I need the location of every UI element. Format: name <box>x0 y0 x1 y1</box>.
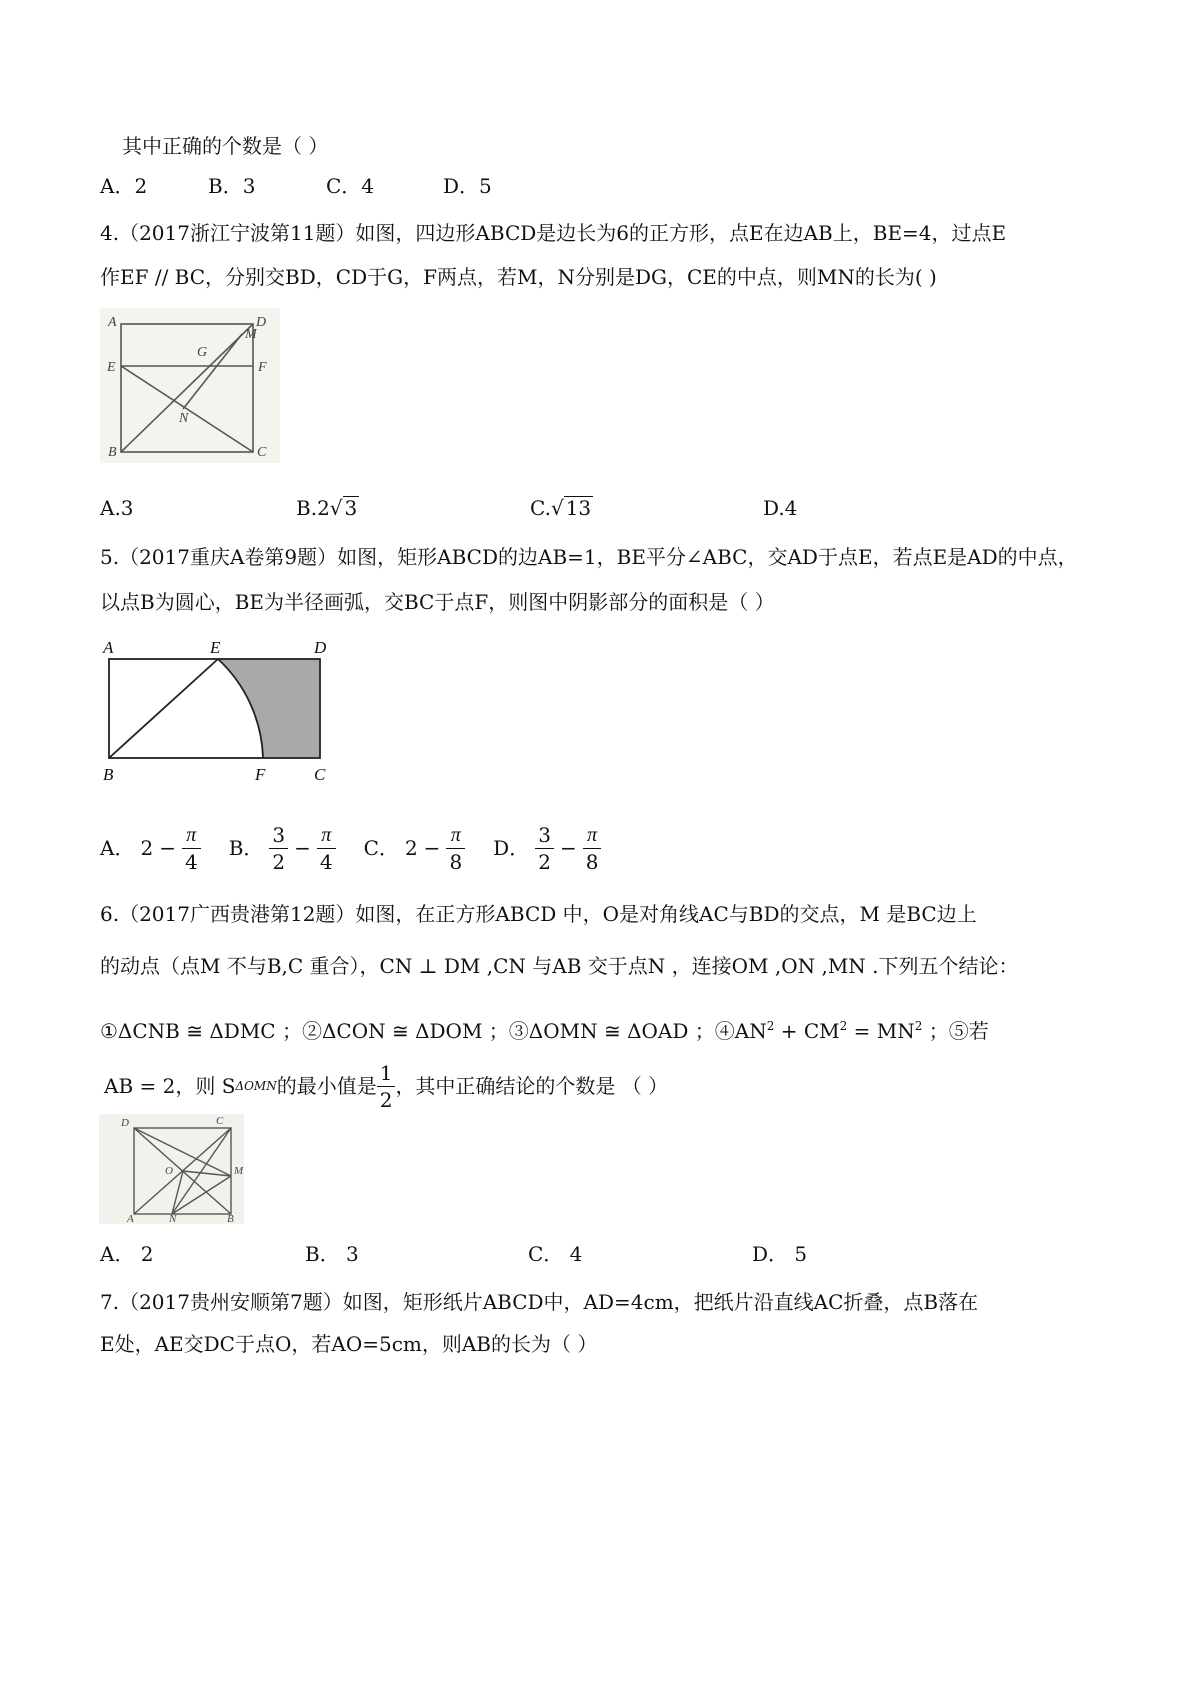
q3-option-c: C．4 <box>326 174 375 198</box>
q6-label-b: B <box>227 1213 234 1224</box>
q4-option-b: B.2√ 3 <box>296 496 358 520</box>
fraction-denominator: 8 <box>585 849 599 874</box>
q5-options <box>100 820 601 876</box>
q3-option-b: B．3 <box>208 174 256 198</box>
q6-line4-part3: ，其中正确结论的个数是 （ ） <box>395 1074 669 1098</box>
superscript: 2 <box>839 1019 848 1033</box>
q6-figure <box>99 1114 244 1224</box>
q4-label-e: E <box>107 360 116 375</box>
fraction-numerator: π <box>583 822 602 849</box>
q5-option-c-prefix: C． <box>363 836 399 860</box>
q4-option-c: C.√ 13 <box>530 496 592 520</box>
q5-label-b: B <box>103 765 114 784</box>
q5-option-d-prefix: D． <box>493 836 530 860</box>
superscript: 2 <box>766 1019 775 1033</box>
q4-option-b-prefix: B. <box>296 496 318 520</box>
fraction-denominator: 2 <box>538 849 551 874</box>
fraction-numerator: π <box>182 822 201 849</box>
q5-label-f: F <box>255 765 266 784</box>
fraction-numerator: π <box>446 822 465 849</box>
q4-option-b-radicand: 3 <box>344 496 358 520</box>
q4-label-m: M <box>245 327 257 342</box>
q6-conclusions-part3: = MN <box>847 1019 915 1043</box>
q5-label-c: C <box>314 765 326 784</box>
fraction-denominator: 4 <box>184 849 198 874</box>
superscript: 2 <box>914 1019 923 1033</box>
q5-minus: − <box>294 836 311 860</box>
q5-option-b-fraction1 <box>269 822 288 875</box>
q5-minus: − <box>559 836 577 860</box>
fraction-numerator: 3 <box>535 822 554 849</box>
q4-option-b-coef: 2 <box>317 496 330 520</box>
fraction-denominator: 8 <box>449 849 463 874</box>
q5-option-a-whole: 2 <box>140 836 154 860</box>
q4-option-c-radicand: 13 <box>565 496 592 520</box>
q5-minus: − <box>159 836 176 860</box>
q6-conclusions-part2: + CM <box>774 1019 840 1043</box>
q6-text-line1: 6.（2017广西贵港第12题）如图，在正方形ABCD 中，O是对角线AC与BD的交点，M 是BC边上 <box>100 902 977 926</box>
q4-label-b: B <box>108 445 117 460</box>
fraction-denominator: 4 <box>319 849 333 874</box>
q6-option-a: A． 2 <box>100 1242 154 1266</box>
q5-label-a: A <box>103 638 114 657</box>
q4-label-a: A <box>108 315 117 330</box>
q5-option-a-prefix: A． <box>100 836 135 860</box>
q4-figure <box>100 308 280 463</box>
q4-label-d: D <box>256 315 267 330</box>
q6-conclusions-part4: ；⑤若 <box>922 1019 989 1043</box>
q6-text-line4 <box>104 1056 668 1116</box>
q4-label-n: N <box>179 411 189 426</box>
q5-label-d: D <box>314 638 327 657</box>
q6-option-d: D． 5 <box>752 1242 808 1266</box>
fraction-denominator: 2 <box>379 1087 393 1112</box>
q6-line4-part2: 的最小值是 <box>276 1074 377 1098</box>
q5-option-c-whole: 2 <box>404 836 418 860</box>
q6-text-line3 <box>100 1012 989 1045</box>
q3-option-a: A．2 <box>100 174 148 198</box>
q5-option-c-fraction <box>446 822 465 875</box>
q7-text-line2: E处，AE交DC于点O，若AO=5cm，则AB的长为（ ） <box>100 1332 598 1356</box>
q4-label-c: C <box>257 445 267 460</box>
q6-label-a: A <box>127 1213 134 1224</box>
q4-option-d: D.4 <box>763 496 798 520</box>
q4-option-c-prefix: C. <box>530 496 551 520</box>
q5-text-line2: 以点B为圆心，BE为半径画弧，交BC于点F，则图中阴影部分的面积是（ ） <box>100 590 775 614</box>
q6-text-line2: 的动点（点M 不与B,C 重合），CN ⊥ DM ,CN 与AB 交于点N ，连接OM ,ON ,MN .下列五个结论： <box>100 954 1019 978</box>
q6-label-o: O <box>165 1165 173 1177</box>
q3-prompt: 其中正确的个数是（ ） <box>122 134 329 158</box>
fraction-denominator: 2 <box>272 849 286 874</box>
q7-text-line1: 7.（2017贵州安顺第7题）如图，矩形纸片ABCD中，AD=4cm，把纸片沿直线AC折叠，点B落在 <box>100 1290 979 1314</box>
q6-label-c: C <box>216 1115 224 1127</box>
q4-label-g: G <box>197 345 208 360</box>
fraction-numerator: 3 <box>269 822 288 849</box>
q5-figure <box>95 632 340 792</box>
q4-text-line1: 4.（2017浙江宁波第11题）如图，四边形ABCD是边长为6的正方形，点E在边AB上，BE=4，过点E <box>100 221 1007 245</box>
q4-text-line2: 作EF // BC，分别交BD，CD于G，F两点，若M，N分别是DG，CE的中点，则MN的长为( ) <box>100 265 937 289</box>
q6-option-b: B． 3 <box>305 1242 359 1266</box>
q5-option-d-fraction2 <box>583 822 602 875</box>
q6-fraction <box>377 1060 396 1113</box>
fraction-numerator: 1 <box>377 1060 396 1087</box>
fraction-numerator: π <box>317 822 336 849</box>
q6-label-n: N <box>169 1213 177 1224</box>
q4-label-f: F <box>258 360 267 375</box>
q5-label-e: E <box>210 638 221 657</box>
q5-option-b-fraction2 <box>317 822 336 875</box>
q6-conclusions-part1: ①ΔCNB ≅ ΔDMC ；②ΔCON ≅ ΔDOM ；③ΔOMN ≅ ΔOAD ；④AN <box>100 1019 767 1043</box>
q5-text-line1: 5.（2017重庆A卷第9题）如图，矩形ABCD的边AB=1，BE平分∠ABC，交AD于点E，若点E是AD的中点， <box>100 545 1078 569</box>
q6-label-d: D <box>121 1117 129 1129</box>
q5-option-a-fraction <box>182 822 201 875</box>
q6-line4-part1: AB = 2，则 S <box>104 1074 236 1098</box>
q6-label-m: M <box>234 1165 244 1177</box>
q5-option-b-prefix: B． <box>228 836 264 860</box>
q6-option-c: C． 4 <box>528 1242 583 1266</box>
q5-option-d-fraction1 <box>535 822 554 875</box>
q3-option-d: D．5 <box>443 174 492 198</box>
q5-minus: − <box>423 836 441 860</box>
subscript: ΔOMN <box>235 1079 277 1093</box>
q4-option-a: A.3 <box>100 496 134 520</box>
